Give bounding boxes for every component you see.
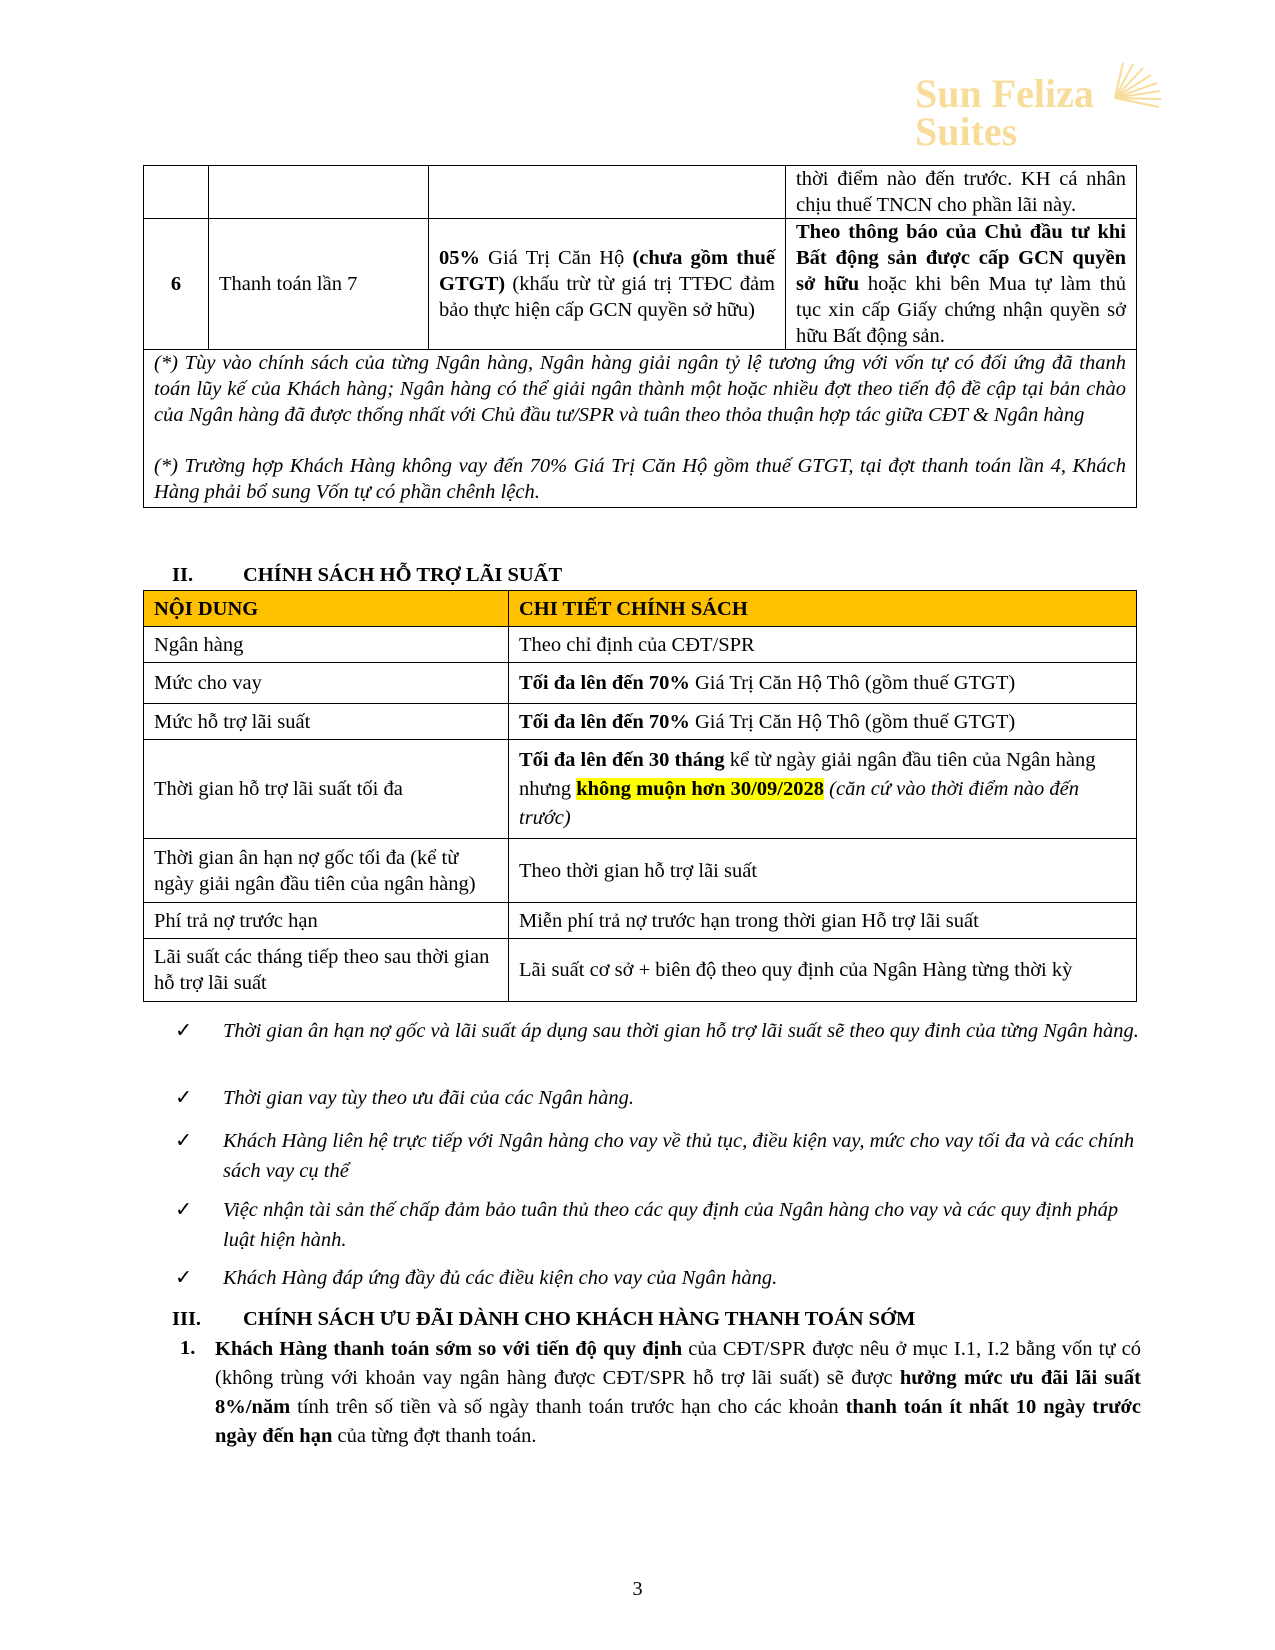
cell [429,166,786,219]
bullet-item [175,1265,1155,1291]
text-run: của CĐT/SPR được nêu ở mục I.1, I.2 bằng vốn tự có (không trùng với khoản vay ngân hàng được CĐT/SPR hỗ trợ lãi suất) sẽ được [215,1338,1141,1389]
section-2-title: CHÍNH SÁCH HỖ TRỢ LÃI SUẤT [243,564,563,586]
checkmark-icon: ✓ [175,1199,193,1221]
table-row [144,350,1137,508]
table-header-row [144,591,1137,627]
text-run: Giá Trị Căn Hộ Thô (gồm thuế GTGT) [689,672,1016,694]
text-run: hoặc khi bên Mua tự làm thủ tục xin cấp Giấy chứng nhận quyền sở hữu Bất động sản. [796,273,1126,347]
row-detail [509,704,1137,740]
bullet-item [175,1016,1155,1046]
logo-line1: Sun Feliza [915,71,1094,116]
table-row [144,704,1137,740]
cell: thời điểm nào đến trước. KH cá nhân chịu thuế TNCN cho phần lãi này. [786,166,1137,219]
notes-cell [144,350,1137,508]
text-run: Tối đa lên đến 30 tháng [519,748,725,771]
checkmark-icon: ✓ [175,1087,193,1109]
table-row [144,166,1137,219]
checkmark-icon: ✓ [175,1130,193,1152]
section-3-number: III. [172,1308,202,1330]
table-row [144,663,1137,704]
bullet-item [175,1085,1155,1111]
bullet-item [175,1195,1155,1255]
row-label: Thời gian hỗ trợ lãi suất tối đa [144,740,509,839]
highlighted-text: không muộn hơn 30/09/2028 [576,777,825,800]
row-label: Mức hỗ trợ lãi suất [144,704,509,740]
row-detail [509,939,1137,1002]
table-row [144,939,1137,1002]
text-run: (chưa gồm thuế GTGT) [439,247,775,295]
checkmark-icon: ✓ [175,1267,193,1289]
logo-line2: Suites [915,109,1018,154]
checkmark-icon: ✓ [175,1020,193,1042]
table-row [144,627,1137,663]
row-label: Mức cho vay [144,663,509,704]
text-run: Tối đa lên đến 70% [519,672,690,694]
table-row [144,839,1137,903]
row-detail [509,740,1137,839]
text-run: (khấu trừ từ giá trị TTĐC đảm bảo thực hiện cấp GCN quyền sở hữu) [439,273,775,321]
sun-feliza-logo [915,71,1094,154]
row-label: Ngân hàng [144,627,509,663]
row-label: Phí trả nợ trước hạn [144,903,509,939]
bullet-text: Khách Hàng đáp ứng đầy đủ các điều kiện cho vay của Ngân hàng. [223,1267,778,1289]
interest-support-table [143,590,1137,1002]
text-run: 05% [439,247,480,269]
text-run: Giá Trị Căn Hộ [480,247,633,269]
installment-name: Thanh toán lần 7 [209,219,429,350]
early-payment-policy [215,1335,1141,1451]
table-row [144,740,1137,839]
bullet-text: Thời gian ân hạn nợ gốc và lãi suất áp dụng sau thời gian hỗ trợ lãi suất sẽ theo quy đinh của từng Ngân hàng. [223,1020,1139,1042]
header-detail: CHI TIẾT CHÍNH SÁCH [509,591,1137,627]
bullet-item [175,1126,1155,1186]
row-label: Lãi suất các tháng tiếp theo sau thời gian hỗ trợ lãi suất [144,939,509,1002]
row-detail [509,627,1137,663]
table-row [144,219,1137,350]
row-detail [509,903,1137,939]
header-content: NỘI DUNG [144,591,509,627]
installment-amount [429,219,786,350]
text-run: thanh toán ít nhất 10 ngày trước ngày đến hạn [215,1396,1141,1447]
text-run: Theo chỉ định của CĐT/SPR [519,633,755,656]
text-run: Lãi suất cơ sở + biên độ theo quy định của Ngân Hàng từng thời kỳ [519,959,1073,981]
text-run: của từng đợt thanh toán. [332,1425,537,1447]
section-3-title: CHÍNH SÁCH ƯU ĐÃI DÀNH CHO KHÁCH HÀNG THANH TOÁN SỚM [243,1308,916,1330]
section-2-number: II. [172,564,194,586]
text-run: Tối đa lên đến 70% [519,710,690,733]
row-number: 6 [144,219,209,350]
row-detail [509,663,1137,704]
page-number: 3 [632,1578,643,1600]
cell [209,166,429,219]
installment-time [786,219,1137,350]
text-run: hưởng mức ưu đãi lãi suất 8%/năm [215,1367,1141,1418]
item-1-number: 1. [180,1337,196,1359]
note-2: (*) Trường hợp Khách Hàng không vay đến 70% Giá Trị Căn Hộ gồm thuế GTGT, tại đợt thanh toán lần 4, Khách Hàng phải bổ sung Vốn tự có phần chênh lệch. [154,455,1126,503]
bullet-text: Khách Hàng liên hệ trực tiếp với Ngân hàng cho vay về thủ tục, điều kiện vay, mức cho vay tối đa và các chính sách vay cụ thể [223,1130,1135,1182]
text-run: kể từ ngày giải ngân đầu tiên của Ngân hàng nhưng [519,748,1096,800]
payment-schedule-table [143,165,1137,508]
text-run: (căn cứ vào thời điểm nào đến trước) [519,777,1079,829]
bullet-text: Việc nhận tài sản thế chấp đảm bảo tuân thủ theo các quy định của Ngân hàng cho vay và các quy định pháp luật hiện hành. [223,1199,1119,1251]
text-run: Theo thông báo của Chủ đầu tư khi Bất động sản được cấp GCN quyền sở hữu [796,221,1126,295]
text-run: Giá Trị Căn Hộ Thô (gồm thuế GTGT) [689,710,1016,733]
text-run: Theo thời gian hỗ trợ lãi suất [519,859,758,882]
bullet-text: Thời gian vay tùy theo ưu đãi của các Ngân hàng. [223,1087,634,1109]
cell [144,166,209,219]
text-run: Khách Hàng thanh toán sớm so với tiến độ quy định [215,1338,683,1360]
note-1: (*) Tùy vào chính sách của từng Ngân hàng, Ngân hàng giải ngân tỷ lệ tương ứng với vốn tự có đối ứng đã thanh toán lũy kế của Khách hàng; Ngân hàng có thể giải ngân thành một hoặc nhiều đợt theo tiến độ đề cập tại bản chào của Ngân hàng đã được thống nhất với Chủ đầu tư/SPR và tuân theo thỏa thuận hợp tác giữa CĐT & Ngân hàng [154,352,1126,426]
text-run: Miễn phí trả nợ trước hạn trong thời gian Hỗ trợ lãi suất [519,909,979,932]
row-label: Thời gian ân hạn nợ gốc tối đa (kể từ ngày giải ngân đầu tiên của ngân hàng) [144,839,509,903]
table-row [144,903,1137,939]
text-run: tính trên số tiền và số ngày thanh toán trước hạn cho các khoản [290,1396,846,1418]
row-detail [509,839,1137,903]
sun-rays-icon [1105,58,1175,128]
